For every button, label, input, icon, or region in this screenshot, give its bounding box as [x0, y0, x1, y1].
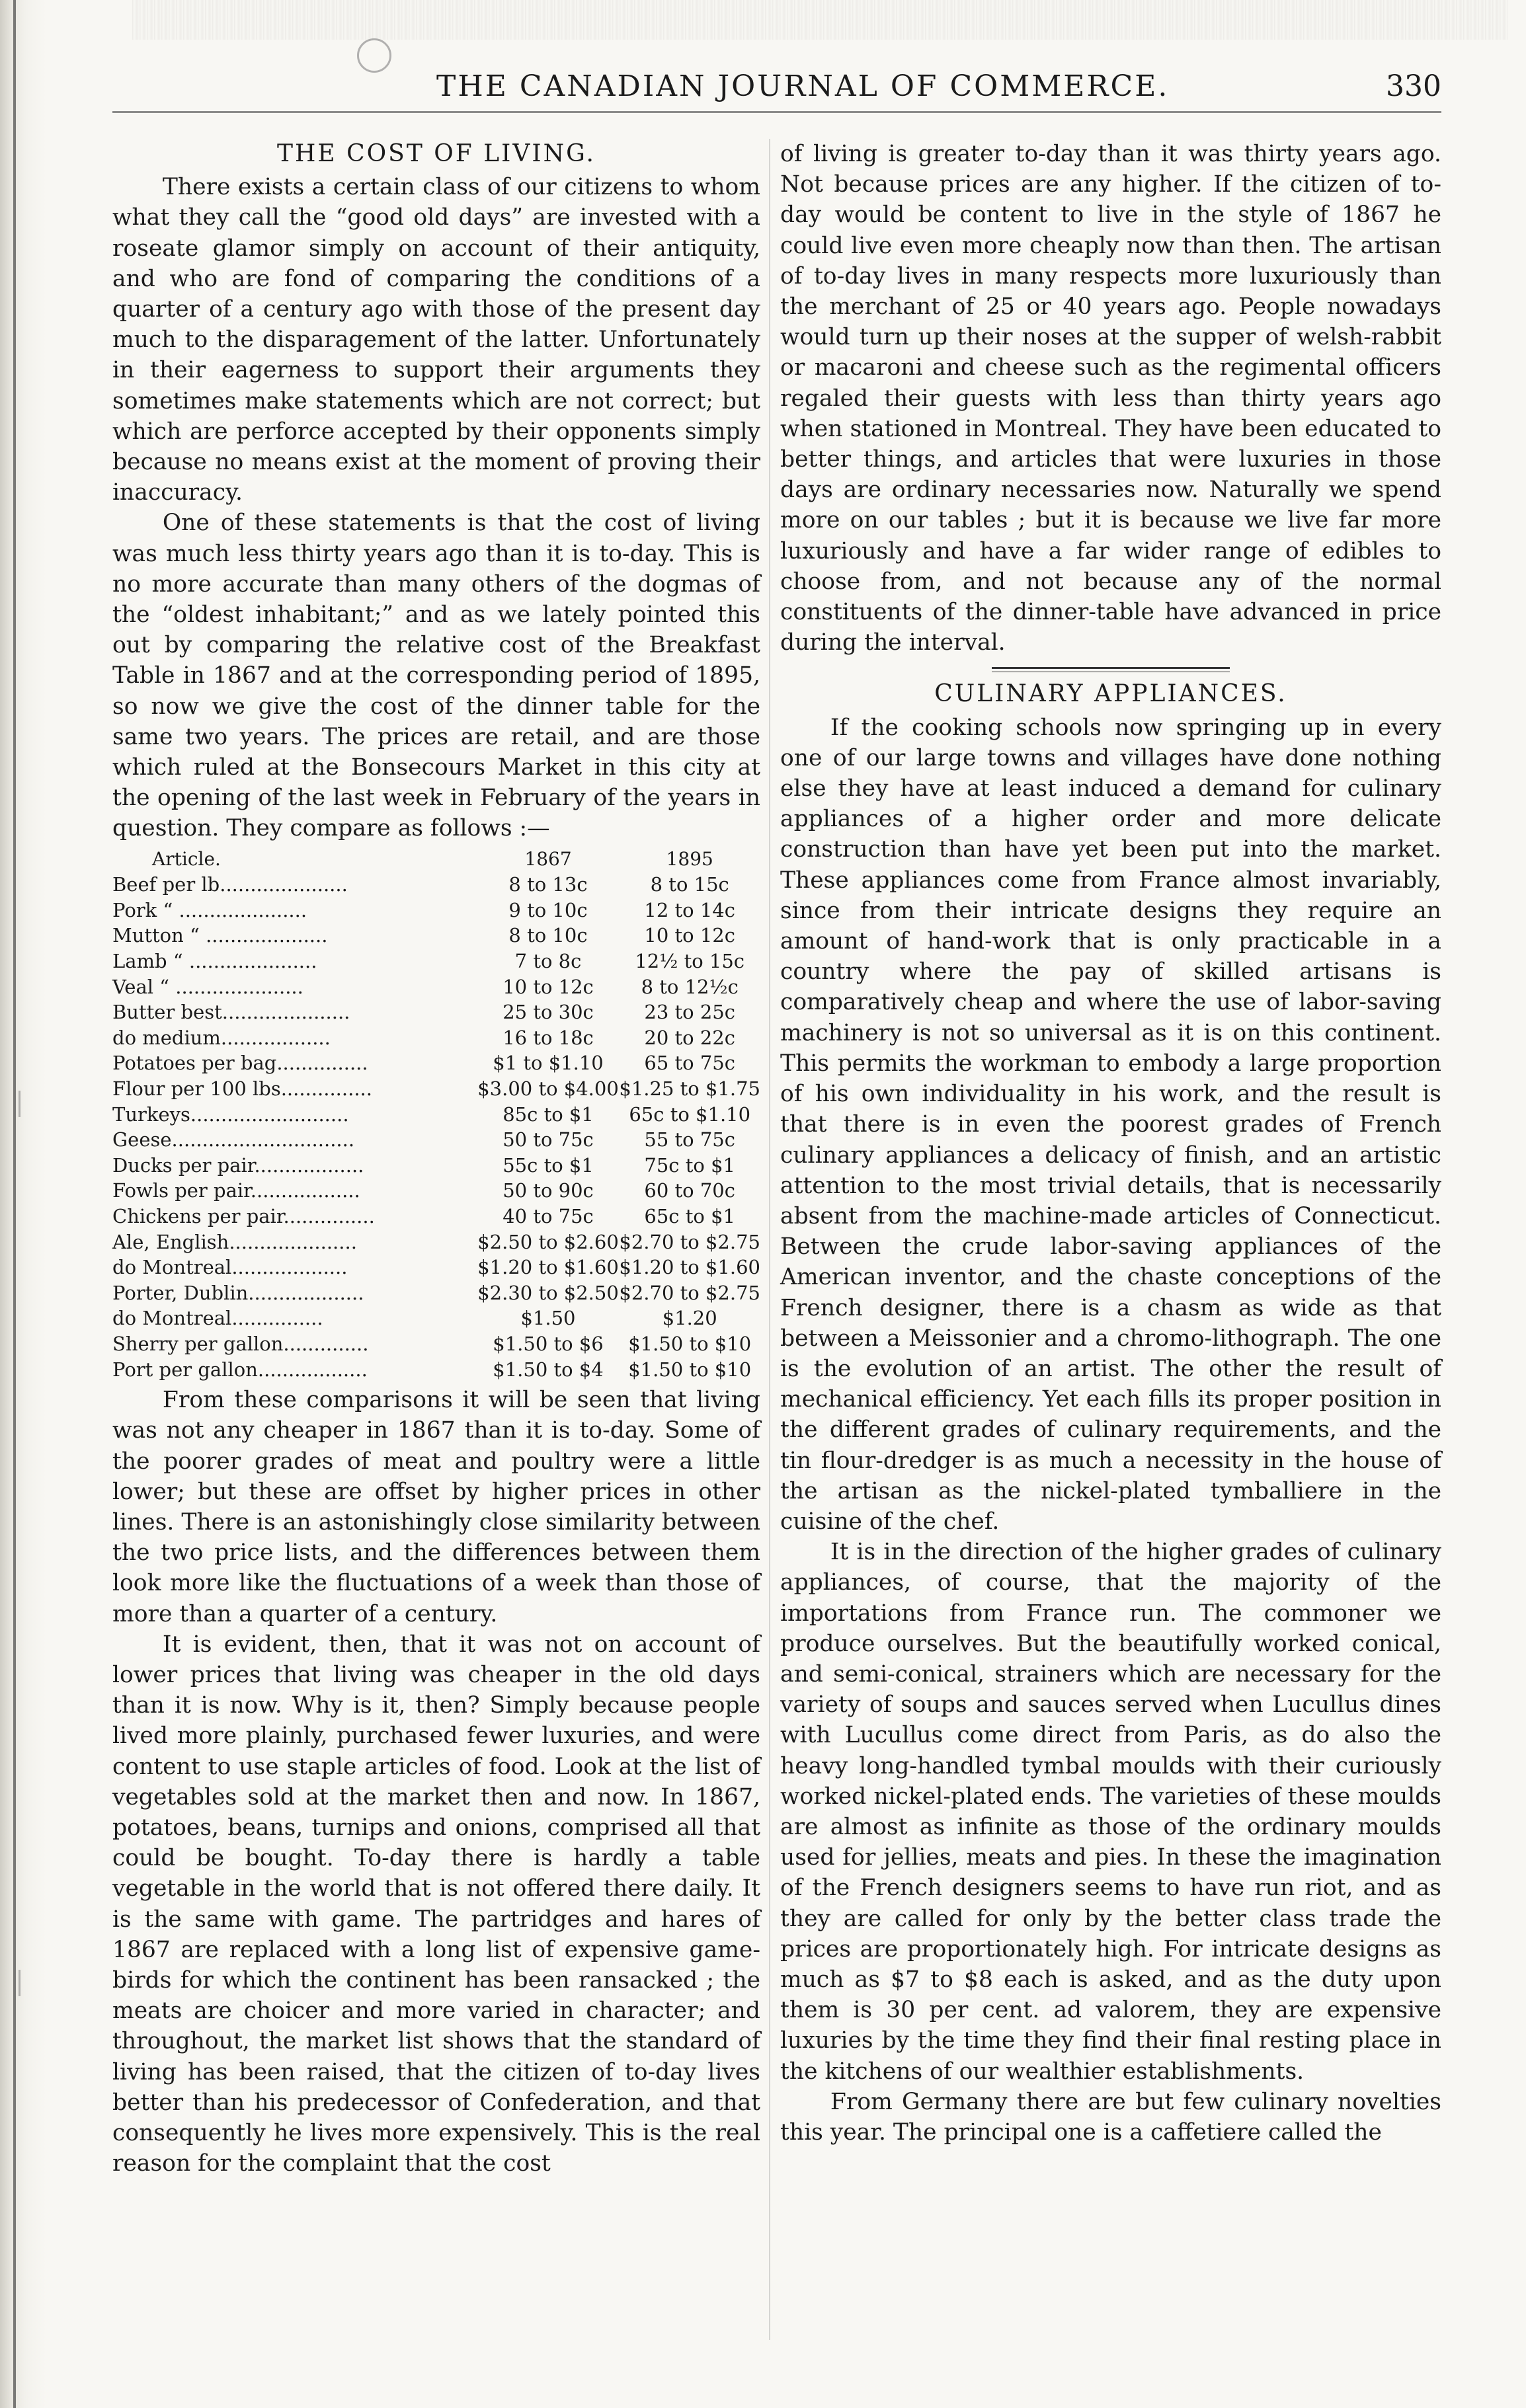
price-1867: $2.50 to $2.60	[477, 1230, 619, 1253]
price-1867: 50 to 90c	[502, 1179, 594, 1202]
paragraph: If the cooking schools now springing up in every one of our large towns and villages have done nothing else they have at least induced a demand for culinary appliances of a higher order and more delicate construction than have yet been put into the market. These appliances come from France almost invariably, since from their intricate designs they require an amount of hand-work that is only practicable in a country where the pay of skilled artisans is comparatively cheap and where the use of labor-saving machinery is not so universal as it is on this continent. This permits the workman to embody a large proportion of his own individuality in his work, and the result is that there is in even the poorest grades of French culinary appliances a delicacy of finish, and an artistic attention to the most trivial details, that is necessarily absent from the machine-made articles of Connecticut. Between the crude labor-saving appliances of the American inventor, and the chaste conceptions of the French designer, there is a chasm as wide as that between a Meissonier and a chromo-lithograph. The one is the evolution of an artist. The other the result of mechanical efficiency. Yet each fills its proper position in the different grades of culinary requirements, and the tin flour-dredger is as much a necessity in the house of the artisan as the nickel-plated tymballiere in the cuisine of the chef.	[780, 714, 1441, 1535]
margin-mark	[19, 1970, 30, 1996]
price-article: Flour per 100 lbs...............	[112, 1077, 372, 1101]
price-1895: 65c to $1	[644, 1204, 735, 1227]
table-row	[112, 1204, 760, 1229]
column-divider	[769, 139, 770, 2340]
table-row	[112, 1255, 760, 1280]
price-1895: $1.50 to $10	[628, 1358, 752, 1381]
price-1895: $1.25 to $1.75	[619, 1077, 760, 1101]
price-1867: $2.30 to $2.50	[477, 1281, 619, 1304]
price-1895: 60 to 70c	[644, 1179, 735, 1202]
price-1867: $1.50	[520, 1307, 576, 1330]
price-1867: 16 to 18c	[502, 1026, 594, 1049]
binding-line	[13, 0, 16, 2408]
price-1867: $3.00 to $4.00	[477, 1077, 619, 1101]
table-row	[112, 1229, 760, 1255]
price-1895: 8 to 12½c	[641, 975, 739, 998]
price-article: Porter, Dublin...................	[112, 1281, 364, 1304]
price-1895: 65 to 75c	[644, 1052, 735, 1075]
price-1895: $2.70 to $2.75	[619, 1230, 760, 1253]
price-1895: $1.20	[662, 1307, 717, 1330]
price-1895: 65c to $1.10	[629, 1103, 751, 1126]
price-article: do Montreal...................	[112, 1256, 348, 1279]
table-row	[112, 872, 760, 898]
price-1867: 8 to 13c	[508, 873, 588, 896]
price-article: Pork “ .....................	[112, 898, 307, 921]
price-1895: 8 to 15c	[650, 873, 729, 896]
table-header-row	[112, 847, 760, 873]
paragraph: From Germany there are but few culinary novelties this year. The principal one is a caffetiere called the	[780, 2088, 1441, 2146]
price-1867: 85c to $1	[502, 1103, 594, 1126]
table-row	[112, 1305, 760, 1331]
table-row	[112, 999, 760, 1025]
paragraph: There exists a certain class of our citizens to whom what they call the “good old days” are invested with a roseate glamor simply on account of their antiquity, and who are fond of comparing the conditions of a quarter of a century ago with those of the present day much to the disparagement of the latter. Unfortunately in their eagerness to support their arguments they sometimes make statements which are not correct; but which are perforce accepted by their opponents simply because no means exist at the moment of proving their inaccuracy.	[112, 174, 760, 506]
price-1895: 12½ to 15c	[635, 950, 745, 973]
price-1895: 55 to 75c	[644, 1128, 735, 1151]
journal-title: THE CANADIAN JOURNAL OF COMMERCE.	[436, 69, 1170, 103]
price-article: do Montreal...............	[112, 1307, 323, 1330]
table-row	[112, 1102, 760, 1128]
price-1895: $1.20 to $1.60	[619, 1256, 760, 1279]
price-1867: 7 to 8c	[514, 950, 582, 973]
table-row	[112, 974, 760, 1000]
article-heading-cost-of-living: THE COST OF LIVING.	[276, 140, 596, 167]
table-row	[112, 923, 760, 949]
price-comparison-table	[112, 847, 760, 1382]
page-number: 330	[1386, 69, 1441, 103]
paragraph-continued: of living is greater to-day than it was thirty years ago. Not because prices are any higher. If the citizen of to-day would be content to live in the style of 1867 he could live even more cheaply now than then. The artisan of to-day lives in many respects more luxuriously than the merchant of 25 or 40 years ago. People nowadays would turn up their noses at the supper of welsh-rabbit or macaroni and cheese such as the regimental officers regaled their guests with less than thirty years ago when stationed in Montreal. They have been educated to better things, and articles that were luxuries in those days are ordinary necessaries now. Naturally we spend more on our tables ; but it is because we live far more luxuriously and have a far wider range of edibles to choose from, and not because any of the normal constituents of the dinner-table have advanced in price during the interval.	[780, 141, 1441, 656]
price-article: Turkeys..........................	[112, 1103, 349, 1126]
running-header	[436, 69, 1441, 109]
price-1867: $1 to $1.10	[493, 1052, 604, 1075]
header-rule	[112, 111, 1441, 113]
price-article: Ducks per pair..................	[112, 1153, 364, 1177]
price-article: Lamb “ .....................	[112, 950, 317, 973]
price-1895: 12 to 14c	[644, 898, 735, 921]
table-row	[112, 1050, 760, 1076]
price-article: Geese..............................	[112, 1128, 355, 1151]
price-1895: $1.50 to $10	[628, 1332, 752, 1355]
table-row	[112, 1127, 760, 1153]
table-row	[112, 1331, 760, 1357]
price-1867: 10 to 12c	[502, 975, 594, 998]
article-heading-culinary-appliances: CULINARY APPLIANCES.	[934, 680, 1287, 708]
price-1867: 40 to 75c	[502, 1204, 594, 1227]
price-article: Potatoes per bag...............	[112, 1052, 368, 1075]
price-1895: 75c to $1	[644, 1153, 735, 1177]
price-1895: 10 to 12c	[644, 924, 735, 947]
table-row	[112, 1280, 760, 1306]
paragraph: One of these statements is that the cost of living was much less thirty years ago than it is to-day. This is no more accurate than many others of the dogmas of the “oldest inhabitant;” and as we lately pointed this out by comparing the relative cost of the Breakfast Table in 1867 and at the corresponding period of 1895, so now we give the cost of the dinner table for the same two years. The prices are retail, and are those which ruled at the Bonsecours Market in this city at the opening of the last week in February of the years in question. They compare as follows :—	[112, 510, 760, 842]
price-1867: $1.50 to $6	[493, 1332, 604, 1355]
table-row	[112, 1178, 760, 1204]
price-article: do medium..................	[112, 1026, 331, 1049]
column-header-1867: 1867	[524, 847, 572, 870]
price-1867: 25 to 30c	[502, 1001, 594, 1024]
column-header-article: Article.	[152, 847, 221, 870]
paragraph: It is in the direction of the higher grades of culinary appliances, of course, that the majority of the importations from France run. The commoner we produce ourselves. But the beautifully worked conical, and semi-conical, strainers which are necessary for the variety of soups and sauces served when Lucullus dines with Lucullus come direct from Paris, as do also the heavy long-handled tymbal moulds with their curiously worked nickel-plated ends. The varieties of these moulds are almost as infinite as those of the ordinary moulds used for jellies, meats and pies. In these the imagination of the French designers seems to have run riot, and as they are called for only by the better class trade the prices are proportionately high. For intricate designs as much as $7 to $8 each is asked, and as the duty upon them is 30 per cent. ad valorem, they are expensive luxuries by the time they find their final resting place in the kitchens of our wealthier establishments.	[780, 1539, 1441, 2085]
table-row	[112, 1153, 760, 1179]
left-column	[112, 139, 760, 2179]
paragraph: It is evident, then, that it was not on account of lower prices that living was cheaper in the old days than it is now. Why is it, then? Simply because people lived more plainly, purchased fewer luxuries, and were content to use staple articles of food. Look at the list of vegetables sold at the market then and now. In 1867, potatoes, beans, turnips and onions, comprised all that could be bought. To-day there is hardly a table vegetable in the world that is not offered there daily. It is the same with game. The partridges and hares of 1867 are replaced with a long list of expensive game-birds for which the continent has been ransacked ; the meats are choicer and more varied in character; and throughout, the market list shows that the standard of living has been raised, that the citizen of to-day lives better than his predecessor of Confederation, and that consequently he lives more expensively. This is the real reason for the complaint that the cost	[112, 1631, 760, 2177]
price-article: Butter best.....................	[112, 1001, 350, 1024]
price-1895: 23 to 25c	[644, 1001, 735, 1024]
price-1867: $1.50 to $4	[493, 1358, 604, 1381]
ornament-icon	[357, 38, 391, 73]
right-column	[780, 139, 1441, 2148]
price-1867: 9 to 10c	[508, 898, 588, 921]
price-article: Ale, English.....................	[112, 1230, 357, 1253]
price-article: Mutton “ ....................	[112, 924, 328, 947]
price-article: Fowls per pair..................	[112, 1179, 360, 1202]
price-1867: 55c to $1	[502, 1153, 594, 1177]
table-row	[112, 1076, 760, 1102]
paragraph: From these comparisons it will be seen that living was not any cheaper in 1867 than it is to-day. Some of the poorer grades of meat and poultry were a little lower; but these are offset by higher prices in other lines. There is an astonishingly close similarity between the two price lists, and the differences between them look more like the fluctuations of a week than those of more than a quarter of a century.	[112, 1387, 760, 1627]
column-header-1895: 1895	[666, 847, 713, 870]
print-speckle	[132, 0, 1507, 40]
price-1867: $1.20 to $1.60	[477, 1256, 619, 1279]
table-row	[112, 898, 760, 923]
price-1867: 50 to 75c	[502, 1128, 594, 1151]
price-1867: 8 to 10c	[508, 924, 588, 947]
table-row	[112, 949, 760, 974]
table-row	[112, 1357, 760, 1383]
price-article: Beef per lb.....................	[112, 873, 348, 896]
price-article: Chickens per pair...............	[112, 1204, 375, 1227]
price-article: Sherry per gallon..............	[112, 1332, 369, 1355]
table-row	[112, 1025, 760, 1051]
price-article: Port per gallon..................	[112, 1358, 368, 1381]
price-1895: 20 to 22c	[644, 1026, 735, 1049]
price-article: Veal “ .....................	[112, 975, 303, 998]
price-1895: $2.70 to $2.75	[619, 1281, 760, 1304]
binding-edge	[0, 0, 46, 2408]
margin-mark	[19, 1091, 30, 1117]
section-rule	[992, 667, 1230, 669]
